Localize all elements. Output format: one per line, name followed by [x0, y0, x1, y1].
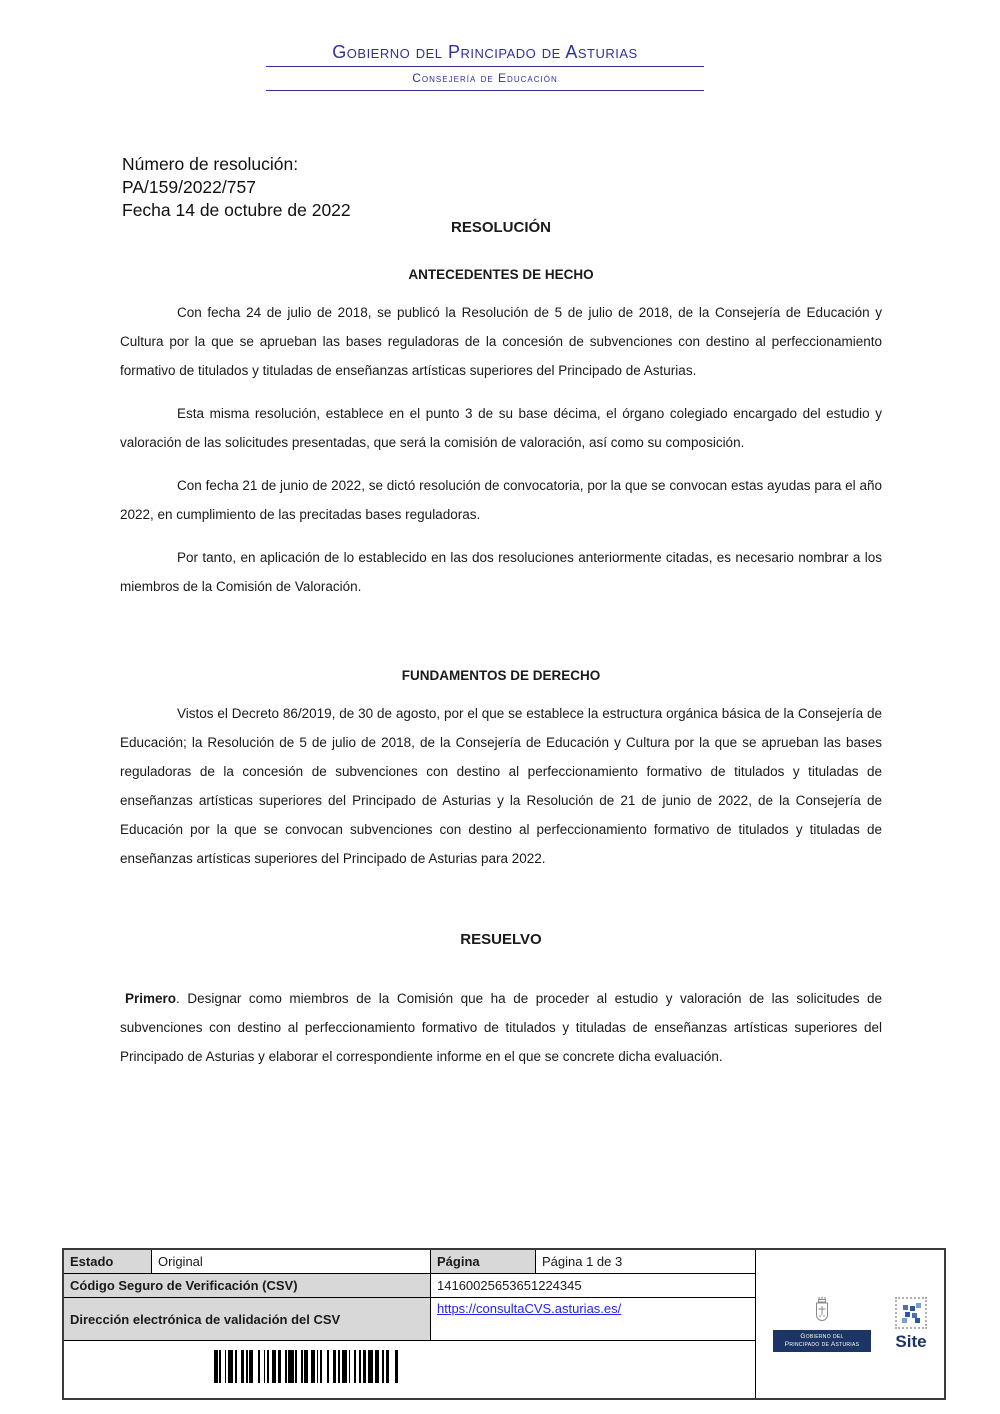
heading-resuelvo: RESUELVO	[460, 931, 542, 948]
department-title: Consejería de Educación	[266, 67, 704, 91]
resolution-number-value: PA/159/2022/757	[122, 177, 256, 197]
footer-logos	[756, 1250, 944, 1398]
estado-label-cell: Estado	[64, 1250, 152, 1274]
site-label: Site	[895, 1332, 927, 1351]
letterhead	[266, 42, 704, 91]
resolution-date: Fecha 14 de octubre de 2022	[122, 200, 351, 220]
paragraph: Vistos el Decreto 86/2019, de 30 de agosto, por el que se establece la estructura orgánica básica de la Consejería de Educación; la Resolución de 5 de julio de 2018, de la Consejería de Educación y Cultura por la que se aprueban las bases reguladoras de la concesión de subvenciones con destino al perfeccionamiento formativo de titulados y tituladas de enseñanzas artísticas superiores del Principado de Asturias y la Resolución de 21 de junio de 2022, de la Consejería de Educación por la que se convocan subvenciones con destino al perfeccionamiento formativo de titulados y tituladas de enseñanzas artísticas superiores del Principado de Asturias para 2022.	[120, 706, 882, 866]
paragraph: Por tanto, en aplicación de lo establecido en las dos resoluciones anteriormente citadas, es necesario nombrar a los miembros de la Comisión de Valoración.	[120, 550, 882, 594]
paragraph: Con fecha 24 de julio de 2018, se publicó la Resolución de 5 de julio de 2018, de la Consejería de Educación y Cultura por la que se aprueban las bases reguladoras de la concesión de subvenciones con destino al perfeccionamiento formativo de titulados y tituladas de enseñanzas artísticas superiores del Principado de Asturias.	[120, 305, 882, 378]
government-logo-line2: Principado de Asturias	[784, 1341, 860, 1348]
government-logo	[773, 1296, 871, 1352]
resolution-meta	[122, 153, 351, 222]
heading-antecedentes: ANTECEDENTES DE HECHO	[408, 267, 594, 282]
estado-value-cell: Original	[152, 1250, 431, 1274]
verification-table	[62, 1248, 946, 1400]
primero-text: . Designar como miembros de la Comisión que ha de proceder al estudio y valoración de las solicitudes de subvenciones con destino al perfeccionamiento formativo de titulados y tituladas de enseñanzas artísticas superiores del Principado de Asturias y elaborar el correspondiente informe en el que se concrete dicha evaluación.	[120, 991, 882, 1064]
resolution-number-label: Número de resolución:	[122, 154, 299, 174]
csv-validation-link[interactable]: https://consultaCVS.asturias.es/	[437, 1301, 622, 1316]
government-logo-line1: Gobierno del	[800, 1333, 844, 1340]
document-body	[120, 220, 882, 1085]
document-title: RESOLUCIÓN	[450, 219, 551, 236]
pagina-label-cell: Página	[431, 1250, 536, 1274]
primero-label: Primero	[125, 991, 177, 1006]
government-title: Gobierno del Principado de Asturias	[266, 42, 704, 67]
paragraph: Con fecha 21 de junio de 2022, se dictó resolución de convocatoria, por la que se convocan estas ayudas para el año 2022, en cumplimiento de las precitadas bases reguladoras.	[120, 478, 882, 522]
csv-label-cell: Código Seguro de Verificación (CSV)	[64, 1274, 431, 1298]
asturias-crest-icon	[814, 1296, 830, 1326]
csv-value-cell: 14160025653651224345	[431, 1274, 755, 1298]
validation-url-cell	[431, 1298, 755, 1341]
pagina-value-cell: Página 1 de 3	[536, 1250, 755, 1274]
government-logo-box	[773, 1330, 871, 1352]
site-qr-icon	[895, 1297, 927, 1329]
barcode-cell	[64, 1341, 755, 1398]
barcode	[214, 1350, 398, 1383]
validation-label-cell: Dirección electrónica de validación del CSV	[64, 1298, 431, 1341]
heading-fundamentos: FUNDAMENTOS DE DERECHO	[401, 668, 601, 683]
site-logo	[895, 1297, 927, 1352]
verification-table-grid	[64, 1250, 756, 1398]
paragraph: Esta misma resolución, establece en el punto 3 de su base décima, el órgano colegiado encargado del estudio y valoración de las solicitudes presentadas, que será la comisión de valoración, así como su composición.	[120, 406, 882, 450]
paragraph-primero	[120, 984, 882, 1071]
